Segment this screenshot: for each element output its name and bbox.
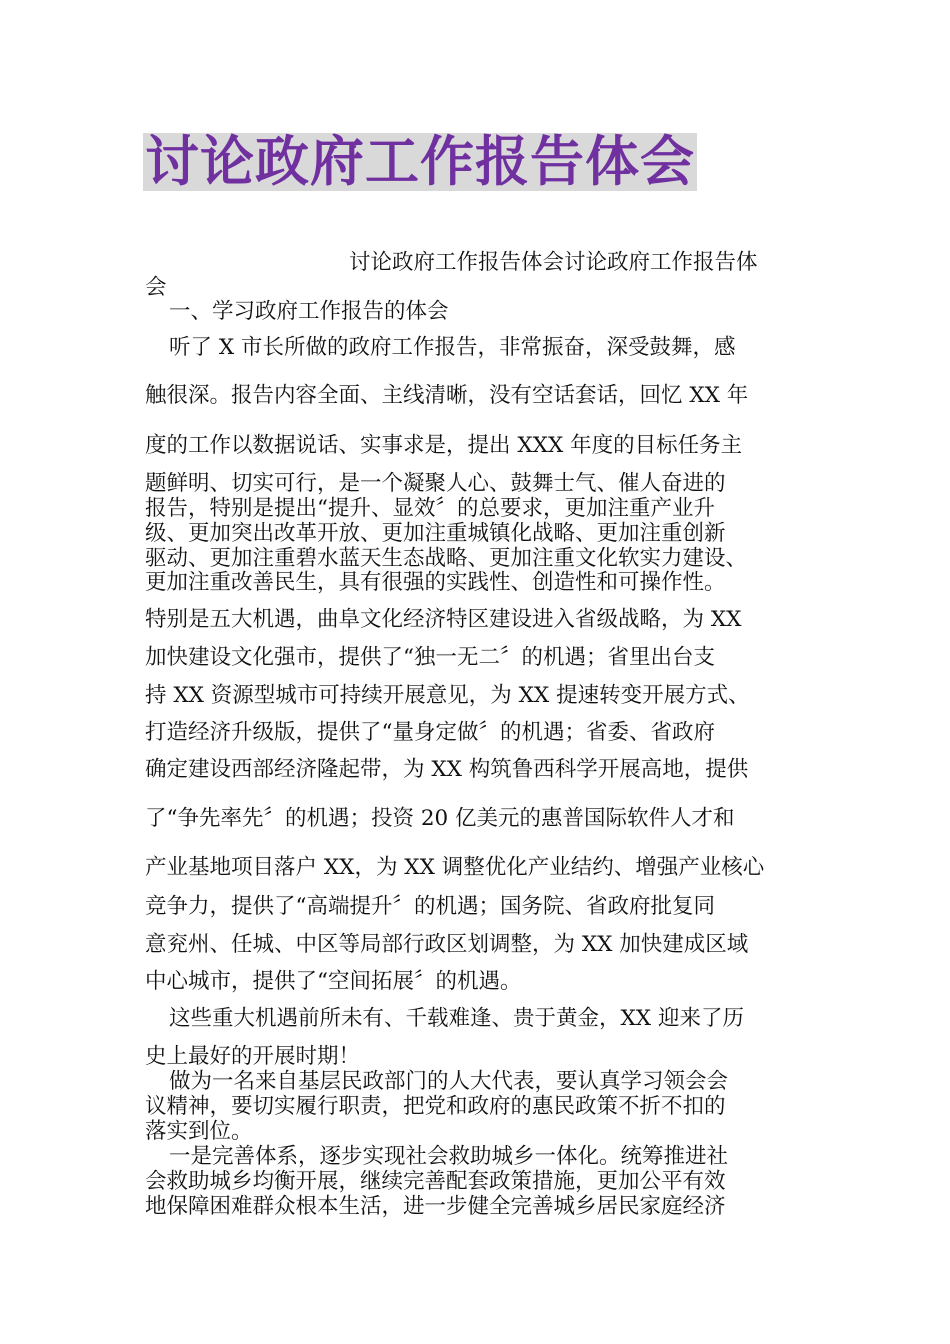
- paragraph-line: 史上最好的开展时期！: [145, 1044, 361, 1069]
- paragraph-line: 竞争力，提供了“高端提升〞的机遇；国务院、省政府批复同: [145, 894, 715, 919]
- paragraph-line: 驱动、更加注重碧水蓝天生态战略、更加注重文化软实力建设、: [145, 546, 748, 571]
- paragraph-line: 听了 X 市长所做的政府工作报告，非常振奋，深受鼓舞，感: [169, 335, 736, 360]
- paragraph-line: 打造经济升级版，提供了“量身定做〞的机遇；省委、省政府: [145, 720, 715, 745]
- paragraph-line: 议精神，要切实履行职责，把党和政府的惠民政策不折不扣的: [145, 1094, 726, 1119]
- paragraph-line: 加快建设文化强市，提供了“独一无二〞的机遇；省里出台支: [145, 645, 715, 670]
- paragraph-line: 做为一名来自基层民政部门的人大代表，要认真学习领会会: [169, 1069, 729, 1094]
- paragraph-line: 题鲜明、切实可行，是一个凝聚人心、鼓舞士气、催人奋进的: [145, 471, 726, 496]
- paragraph-line: 报告，特别是提出“提升、显效〞的总要求，更加注重产业升: [145, 496, 715, 521]
- paragraph-line: 讨论政府工作报告体会讨论政府工作报告体: [349, 250, 758, 275]
- paragraph-line: 会救助城乡均衡开展，继续完善配套政策措施，更加公平有效: [145, 1169, 726, 1194]
- paragraph-line: 了“争先率先〞的机遇；投资 20 亿美元的惠普国际软件人才和: [145, 806, 735, 831]
- paragraph-line: 意兖州、任城、中区等局部行政区划调整，为 XX 加快建成区域: [145, 932, 749, 957]
- paragraph-line: 确定建设西部经济隆起带，为 XX 构筑鲁西科学开展高地，提供: [145, 757, 749, 782]
- paragraph-line: 地保障困难群众根本生活，进一步健全完善城乡居民家庭经济: [145, 1194, 726, 1219]
- paragraph-line: 这些重大机遇前所未有、千载难逢、贵于黄金，XX 迎来了历: [169, 1006, 744, 1031]
- paragraph-line: 中心城市，提供了“空间拓展〞的机遇。: [145, 969, 522, 994]
- paragraph-line: 落实到位。: [145, 1119, 253, 1144]
- paragraph-line: 会: [145, 275, 167, 300]
- paragraph-line: 度的工作以数据说话、实事求是，提出 XXX 年度的目标任务主: [145, 433, 743, 458]
- paragraph-line: 一是完善体系，逐步实现社会救助城乡一体化。统筹推进社: [169, 1144, 729, 1169]
- paragraph-line: 产业基地项目落户 XX，为 XX 调整优化产业结约、增强产业核心: [145, 855, 765, 880]
- paragraph-line: 触很深。报告内容全面、主线清晰，没有空话套话，回忆 XX 年: [145, 383, 749, 408]
- section-heading: 一、学习政府工作报告的体会: [169, 299, 449, 324]
- paragraph-line: 特别是五大机遇，曲阜文化经济特区建设进入省级战略，为 XX: [145, 607, 742, 632]
- paragraph-line: 更加注重改善民生，具有很强的实践性、创造性和可操作性。: [145, 570, 726, 595]
- paragraph-line: 持 XX 资源型城市可持续开展意见，为 XX 提速转变开展方式、: [145, 683, 750, 708]
- document-title: 讨论政府工作报告体会: [145, 130, 695, 193]
- paragraph-line: 级、更加突出改革开放、更加注重城镇化战略、更加注重创新: [145, 521, 726, 546]
